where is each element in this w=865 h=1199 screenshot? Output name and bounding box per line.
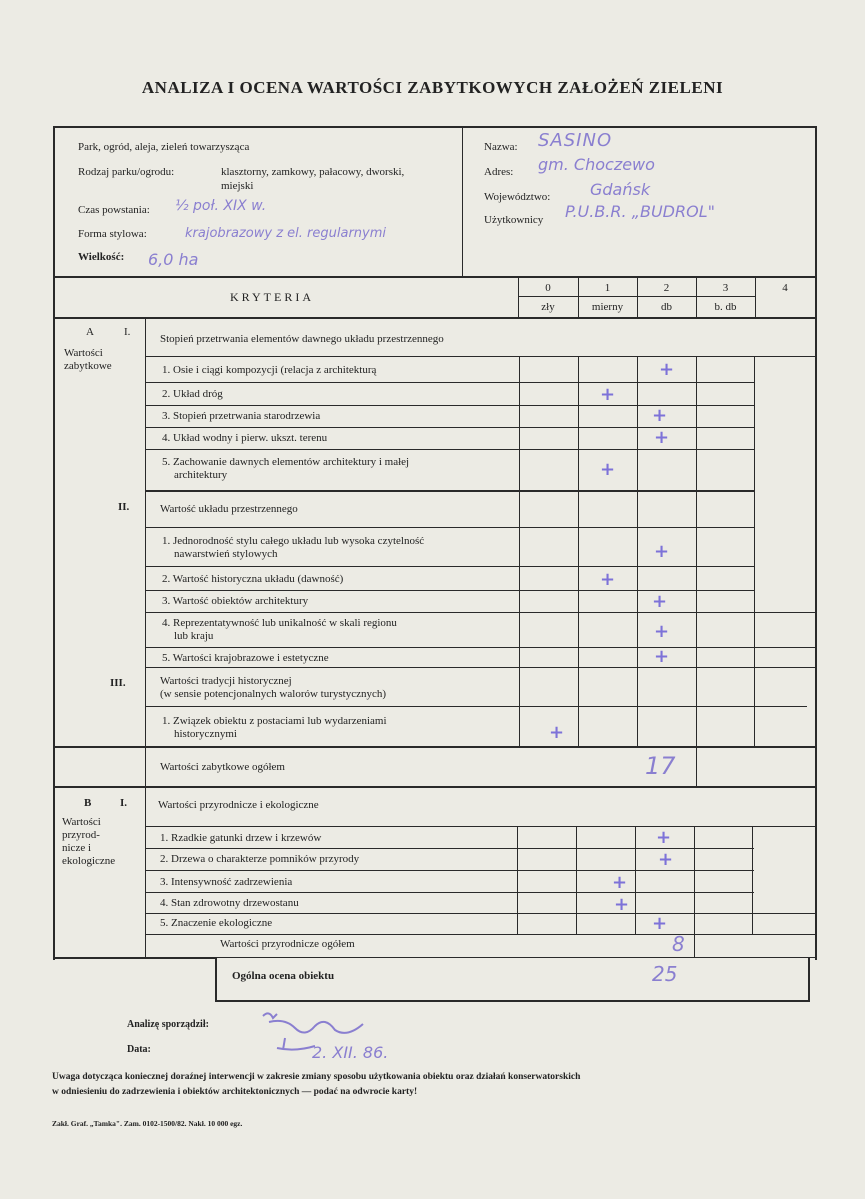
row-line [146, 934, 815, 935]
a2-item-5: 5. Wartości krajobrazowe i estetyczne [162, 652, 329, 664]
frame-left [53, 126, 55, 960]
row-line [146, 527, 754, 528]
a-total-label: Wartości zabytkowe ogółem [160, 761, 285, 773]
section-a2-roman: II. [118, 501, 130, 513]
row-line [146, 490, 754, 492]
park-type-label: Park, ogród, aleja, zieleń towarzysząca [78, 141, 250, 153]
row-line [146, 826, 815, 827]
section-b-name: Wartości [62, 816, 101, 828]
col-num-2: 2 [663, 282, 670, 294]
grid-col [578, 356, 579, 748]
b-total-value: 8 [672, 932, 685, 956]
size-label: Wielkość: [78, 251, 125, 263]
grid-col [517, 826, 518, 934]
section-b-roman: I. [120, 797, 128, 809]
col-mid-line [518, 296, 755, 297]
col-num-3: 3 [722, 282, 729, 294]
a3-item-1: 1. Związek obiektu z postaciami lub wydarzeniami [162, 715, 387, 727]
b1-item-2: 2. Drzewa o charakterze pomników przyrody [160, 853, 360, 865]
grid-col [752, 826, 753, 934]
row-line [146, 566, 754, 567]
left-col-divider [145, 318, 146, 958]
date-value: 2. XII. 86. [312, 1043, 389, 1062]
mark-b1-3: + [611, 872, 628, 893]
header-divider [462, 128, 463, 276]
b1-item-4: 4. Stan zdrowotny drzewostanu [160, 897, 299, 909]
section-a-name: Wartości [64, 347, 103, 359]
section-a3-roman: III. [110, 677, 126, 689]
overall-box-right [808, 957, 810, 1002]
a2-item-4-cont: lub kraju [174, 630, 214, 642]
overall-label: Ogólna ocena obiektu [232, 970, 335, 982]
a2-item-1-cont: nawarstwień stylowych [174, 548, 278, 560]
overall-box-bottom [215, 1000, 810, 1002]
mark-a1-1: + [658, 359, 675, 380]
voivodeship-value: Gdańsk [590, 180, 651, 199]
name-label: Nazwa: [484, 141, 518, 153]
voivodeship-label: Województwo: [484, 191, 551, 203]
row-line [146, 706, 807, 707]
row-line [146, 913, 815, 914]
b1-title: Wartości przyrodnicze i ekologiczne [158, 799, 319, 811]
mark-a1-3: + [651, 405, 668, 426]
print-info: Zakł. Graf. „Tamka". Zam. 0102-1500/82. Nakł. 10 000 egz. [52, 1119, 243, 1128]
col-num-1: 1 [604, 282, 611, 294]
a2-item-2: 2. Wartość historyczna układu (dawność) [162, 573, 344, 585]
row-line [146, 356, 815, 357]
mark-a1-5: + [599, 459, 616, 480]
mark-a2-3: + [651, 591, 668, 612]
mark-a3-1: + [548, 722, 565, 743]
mark-b1-2: + [657, 849, 674, 870]
mark-a2-1: + [653, 541, 670, 562]
section-a-letter: A [86, 326, 94, 338]
address-label: Adres: [484, 166, 514, 178]
grid-col [576, 826, 577, 934]
users-label: Użytkownicy [484, 214, 544, 226]
date-created-label: Czas powstania: [78, 204, 150, 216]
mark-a2-4: + [653, 621, 670, 642]
a1-item-5-cont: architektury [174, 469, 228, 481]
mark-a2-5: + [653, 646, 670, 667]
section-b-letter: B [84, 797, 92, 809]
b1-item-3: 3. Intensywność zadrzewienia [160, 876, 293, 888]
a-total-value: 17 [645, 752, 676, 780]
criteria-label: KRYTERIA [230, 290, 314, 304]
row-line [146, 667, 815, 668]
overall-box-left [215, 957, 217, 1002]
mark-a1-2: + [599, 384, 616, 405]
b1-item-1: 1. Rzadkie gatunki drzew i krzewów [160, 832, 322, 844]
row-line [55, 746, 815, 748]
kind-label: Rodzaj parku/ogrodu: [78, 166, 175, 178]
a1-item-3: 3. Stopień przetrwania starodrzewia [162, 410, 321, 422]
a1-item-1: 1. Osie i ciągi kompozycji (relacja z architekturą [162, 364, 377, 376]
row-line [146, 892, 754, 893]
criteria-header-bottom [55, 317, 815, 319]
a3-title-2: (w sensie potencjonalnych walorów turystycznych) [160, 688, 387, 700]
mark-b1-1: + [655, 827, 672, 848]
size-value: 6,0 ha [148, 250, 199, 269]
a1-title: Stopień przetrwania elementów dawnego układu przestrzennego [160, 333, 444, 345]
section-a-roman: I. [124, 326, 131, 338]
a1-item-2: 2. Układ dróg [162, 388, 223, 400]
row-line [146, 647, 815, 648]
a3-title: Wartości tradycji historycznej [160, 675, 292, 687]
a2-title: Wartość układu przestrzennego [160, 503, 298, 515]
mark-a1-4: + [653, 427, 670, 448]
col-name-2: db [661, 301, 672, 313]
overall-box-top [142, 957, 817, 958]
row-line [146, 870, 754, 871]
col-name-0: zły [541, 301, 555, 313]
mark-b1-4: + [613, 894, 630, 915]
col-name-3: b. db [714, 301, 737, 313]
a1-item-4: 4. Układ wodny i pierw. ukszt. terenu [162, 432, 328, 444]
section-a-name-2: zabytkowe [64, 360, 112, 372]
header-bottom [55, 276, 815, 278]
b1-item-5: 5. Znaczenie ekologiczne [160, 917, 273, 929]
grid-col [696, 356, 697, 786]
name-value: SASINO [538, 130, 613, 151]
a2-item-1: 1. Jednorodność stylu całego układu lub wysoka czytelność [162, 535, 425, 547]
row-line [55, 786, 815, 788]
a3-item-1-cont: historycznymi [174, 728, 237, 740]
section-b-name-2: przyrod- [62, 829, 100, 841]
grid-col [519, 356, 520, 748]
kind-options-2: miejski [221, 180, 254, 192]
row-line [146, 449, 754, 450]
form-title: ANALIZA I OCENA WARTOŚCI ZABYTKOWYCH ZAŁOŻEŃ ZIELENI [141, 78, 724, 97]
a2-item-4: 4. Reprezentatywność lub unikalność w skali regionu [162, 617, 397, 629]
grid-col [694, 826, 695, 957]
row-line [146, 612, 815, 613]
mark-b1-5: + [651, 913, 668, 934]
date-label: Data: [127, 1044, 151, 1055]
mark-a2-2: + [599, 569, 616, 590]
note-line-1: Uwaga dotycząca koniecznej doraźnej interwencji w zakresie zmiany sposobu użytkowania obiektu oraz działań konserwatorskich [52, 1072, 581, 1082]
section-b-name-3: nicze i [62, 842, 92, 854]
style-label: Forma stylowa: [78, 228, 147, 240]
overall-value: 25 [652, 962, 678, 986]
date-created-value: ½ poł. XIX w. [175, 198, 267, 214]
col-num-0: 0 [545, 282, 551, 294]
section-b-name-4: ekologiczne [62, 855, 116, 867]
address-value: gm. Choczewo [538, 155, 655, 174]
col-name-1: mierny [591, 301, 624, 313]
b-total-label: Wartości przyrodnicze ogółem [220, 938, 355, 950]
author-label: Analizę sporządził: [127, 1019, 209, 1030]
note-line-2: w odniesieniu do zadrzewienia i obiektów architektonicznych — podać na odwrocie karty! [52, 1087, 418, 1097]
a2-item-3: 3. Wartość obiektów architektury [162, 595, 309, 607]
frame-top [53, 126, 817, 128]
kind-options: klasztorny, zamkowy, pałacowy, dworski, [221, 166, 405, 178]
a1-item-5: 5. Zachowanie dawnych elementów architektury i małej [162, 456, 410, 468]
users-value: P.U.B.R. „BUDROL" [565, 202, 715, 221]
grid-col [754, 356, 755, 748]
frame-right [815, 126, 817, 960]
col-num-4: 4 [782, 282, 788, 294]
style-value: krajobrazowy z el. regularnymi [185, 226, 386, 241]
row-line [146, 382, 754, 383]
